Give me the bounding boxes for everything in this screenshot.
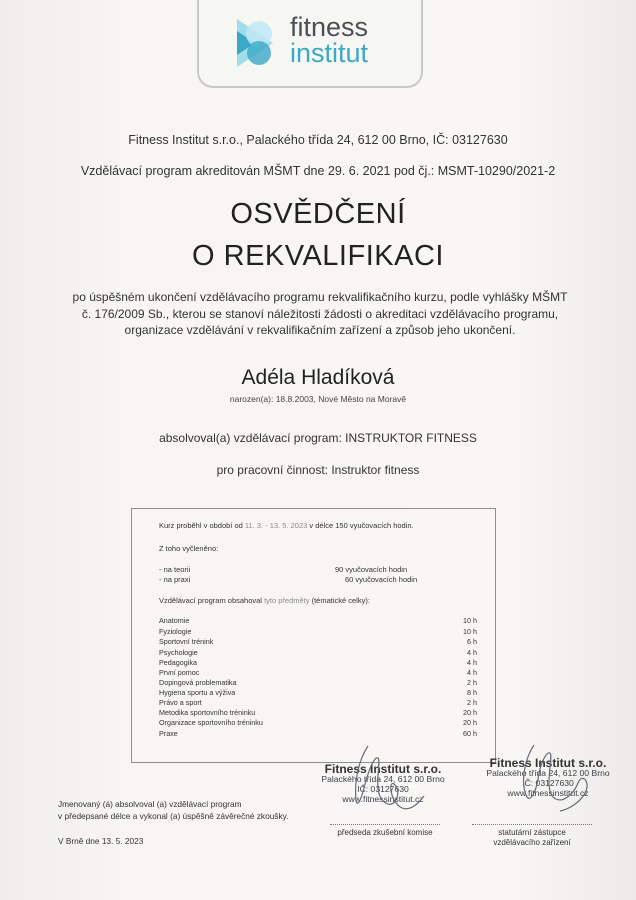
subject-name: Organizace sportovního tréninku: [159, 718, 263, 727]
subject-hours: 2 h: [467, 678, 477, 687]
intro-line: po úspěšném ukončení vzdělávacího programu rekvalifikačního kurzu, podle vyhlášky MŠMT: [72, 290, 568, 304]
subject-name: Praxe: [159, 729, 178, 738]
subject-hours: 10 h: [463, 627, 477, 636]
logo-word-fitness: fitness: [290, 12, 369, 42]
practice-label: - na praxi: [159, 575, 191, 584]
subject-hours: 2 h: [467, 698, 477, 707]
stamp-web: www.fitnessinstitut.cz: [342, 794, 424, 804]
of-which-label: Z toho vyčleněno:: [159, 544, 219, 553]
occupation: pro pracovní činnost: Instruktor fitness: [216, 463, 420, 477]
contents-heading-text: tyto předměty: [264, 596, 310, 605]
subject-hours: 4 h: [467, 668, 477, 677]
practice-hours: 60 vyučovacích hodin: [345, 575, 418, 584]
theory-label: - na teorii: [159, 565, 191, 574]
fitness-institut-logo-icon: [233, 17, 277, 69]
subject-hours: 10 h: [463, 616, 477, 625]
stamp-street: Palackého třída 24, 612 00 Brno: [486, 768, 610, 778]
signature-committee-chair: [330, 738, 450, 818]
footer-note: Jmenovaný (á) absolvoval (a) vzdělávací program: [58, 799, 242, 809]
subject-name: Právo a sport: [159, 698, 202, 707]
subject-name: Pedagogika: [159, 658, 197, 667]
subject-name: Hygiena sportu a výživa: [159, 688, 236, 697]
course-summary-text: v délce 150 vyučovacích hodin.: [307, 521, 414, 530]
course-dates: 11. 3. - 13. 5. 2023: [244, 521, 308, 530]
subject-hours: 60 h: [463, 729, 477, 738]
contents-heading-text: Vzdělávací program obsahoval: [159, 596, 265, 605]
stamp-ico: IČ: 03127630: [357, 784, 409, 794]
subject-hours: 20 h: [463, 708, 477, 717]
stamp-ico: IČ: 03127630: [522, 778, 574, 788]
subject-hours: 6 h: [467, 637, 477, 646]
holder-name: Adéla Hladíková: [241, 366, 395, 389]
caption-line: vzdělávacího zařízení: [493, 838, 571, 847]
completed-program: absolvoval(a) vzdělávací program: INSTRUKTOR FITNESS: [159, 431, 477, 445]
logo-wordmark: [290, 14, 368, 66]
subject-hours: 4 h: [467, 648, 477, 657]
subject-name: Psychologie: [159, 648, 198, 657]
subject-name: Fyziologie: [159, 627, 192, 636]
signature-line: [330, 824, 440, 825]
place-and-date: V Brně dne 13. 5. 2023: [58, 836, 144, 846]
logo-word-institut: institut: [290, 38, 369, 68]
signature-statutory-representative: [490, 735, 610, 815]
accreditation-line: Vzdělávací program akreditován MŠMT dne 29. 6. 2021 pod čj.: MSMT-10290/2021-2: [80, 164, 556, 178]
footer-note: v předepsané délce a vykonal (a) úspěšně závěrečné zkoušky.: [58, 811, 289, 821]
subject-name: Anatomie: [159, 616, 190, 625]
stamp-company: Fitness Institut s.r.o.: [489, 756, 607, 770]
signature-caption-representative: [462, 828, 602, 848]
subject-name: Dopingová problematika: [159, 678, 237, 687]
issuer-address: Fitness Institut s.r.o., Palackého třída 24, 612 00 Brno, IČ: 03127630: [128, 133, 508, 147]
intro-line: organizace vzdělávání v rekvalifikačním zařízení a způsob jeho ukončení.: [124, 323, 516, 337]
certificate-title: OSVĚDČENÍ: [230, 198, 406, 230]
intro-line: č. 176/2009 Sb., kterou se stanoví náležitosti žádosti o akreditaci vzdělávacího programu,: [81, 306, 559, 321]
course-summary: [159, 521, 414, 530]
intro-paragraph: [60, 289, 580, 339]
holder-birth-info: narozen(a): 18.8.2003, Nové Město na Moravě: [229, 394, 407, 404]
subject-name: První pomoc: [159, 668, 200, 677]
signature-caption-chair: předseda zkušební komise: [337, 828, 433, 837]
signature-line: [472, 824, 592, 825]
subject-hours: 20 h: [463, 718, 477, 727]
subject-hours: 8 h: [467, 688, 477, 697]
theory-hours: 90 vyučovacích hodin: [335, 565, 408, 574]
course-summary-text: Kurz proběhl v období od: [159, 521, 245, 530]
subject-hours: 4 h: [467, 658, 477, 667]
subject-name: Metodika sportovního tréninku: [159, 708, 256, 717]
contents-heading: [159, 596, 370, 605]
contents-heading-text: (tématické celky):: [309, 596, 370, 605]
caption-line: statutární zástupce: [498, 828, 566, 837]
stamp-web: www.fitnessinstitut.cz: [507, 788, 589, 798]
stamp-street: Palackého třída 24, 612 00 Brno: [321, 774, 445, 784]
subject-name: Sportovní trénink: [159, 637, 214, 646]
certificate-subtitle: O REKVALIFIKACI: [192, 240, 444, 272]
stamp-company: Fitness Institut s.r.o.: [324, 762, 442, 776]
